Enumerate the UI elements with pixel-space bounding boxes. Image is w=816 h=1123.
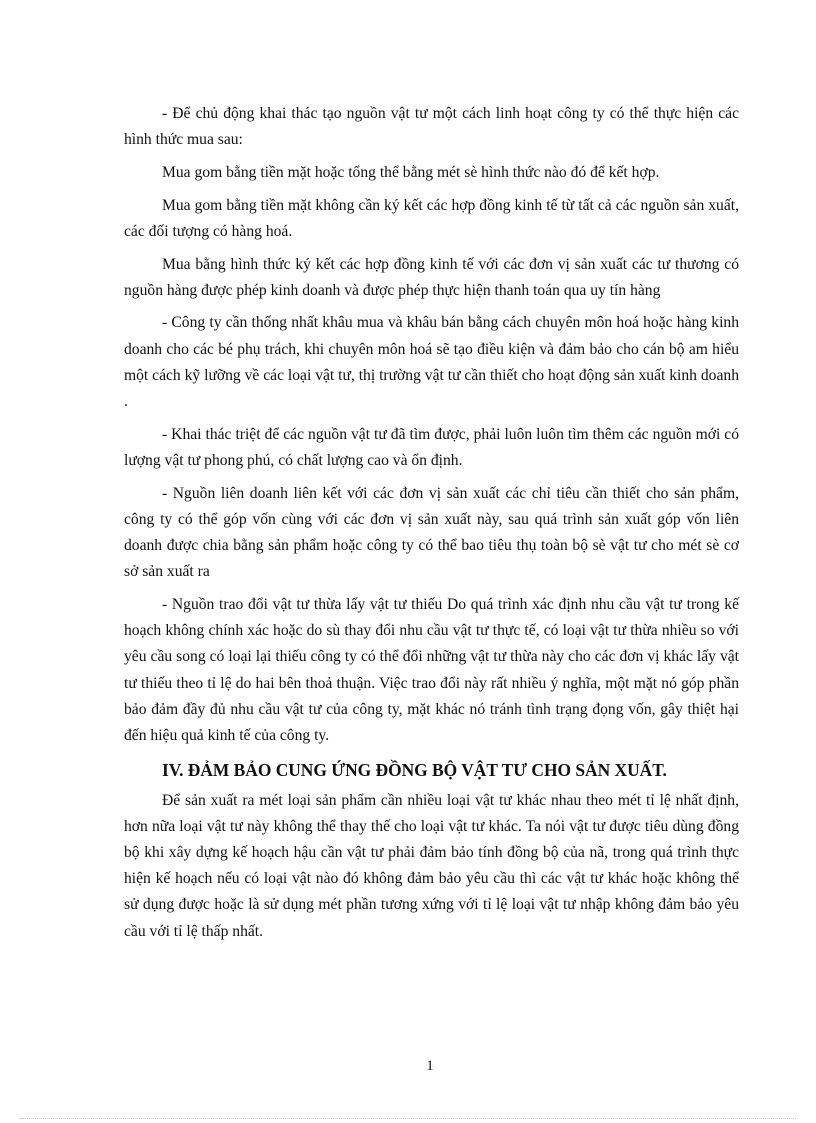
- paragraph-contract-purchase: Mua bằng hình thức ký kết các hợp đồng kinh tế với các đơn vị sản xuất các tư thương có nguồn hàng được phép kinh doanh và được phép thực hiện thanh toán qua uy tín hàng: [124, 255, 739, 299]
- paragraph-specialization: - Công ty cần thống nhất khâu mua và khâu bán bằng cách chuyên môn hoá hoặc hàng kinh doanh cho các bé phụ trách, khi chuyên môn hoá sẽ tạo điều kiện và đảm bảo cho cán bộ am hiểu một cách kỹ lưỡng về các loại vật tư, thị trường vật tư cần thiết cho hoạt động sản xuất kinh doanh .: [124, 314, 739, 411]
- document-body: [124, 101, 739, 951]
- paragraph-synchronous-supply: Để sản xuất ra mét loại sản phẩm cần nhiều loại vật tư khác nhau theo mét tỉ lệ nhất định, hơn nữa loại vật tư này không thể thay thế cho loại vật tư khác. Ta nói vật tư được tiêu dùng đồng bộ khi xây dựng kế hoạch hậu cần vật tư phải đảm bảo tính đồng bộ của nã, trong quá trình thực hiện kế hoạch nếu có loại vật nào đó không đảm bảo yêu cầu thì các vật tư khác hoặc không thể sử dụng được hoặc là sử dụng mét phần tương xứng với tỉ lệ loại vật tư nhập không đảm bảo yêu cầu với tỉ lệ thấp nhất.: [124, 791, 739, 940]
- page-bottom-divider: [20, 1118, 796, 1119]
- paragraph-bulk-purchase: Mua gom bằng tiền mặt hoặc tổng thể bằng mét sè hình thức nào đó để kết hợp.: [162, 163, 660, 181]
- paragraph-exploit-sources: - Khai thác triệt để các nguồn vật tư đã tìm được, phải luôn luôn tìm thêm các nguồn mới có lượng vật tư phong phú, có chất lượng cao và ổn định.: [124, 425, 739, 469]
- paragraph-joint-venture: - Nguồn liên doanh liên kết với các đơn vị sản xuất các chỉ tiêu cần thiết cho sản phẩm, công ty có thể góp vốn cùng với các đơn vị sản xuất này, sau quá trình sản xuất góp vốn liên doanh được chia bằng sản phẩm hoặc công ty có thể bao tiêu thụ toàn bộ sè vật tư cho mét sè cơ sở sản xuất ra: [124, 484, 739, 581]
- paragraph-exchange: - Nguồn trao đổi vật tư thừa lấy vật tư thiếu Do quá trình xác định nhu cầu vật tư trong kế hoạch không chính xác hoặc do sù thay đổi nhu cầu vật tư thực tế, có loại vật tư thừa nhiều so với yêu cầu song có loại lại thiếu công ty có thể đổi những vật tư thừa này cho các đơn vị khác lấy vật tư thiếu theo tỉ lệ do hai bên thoả thuận. Việc trao đổi này rất nhiều ý nghĩa, một mặt nó góp phần bảo đảm đầy đủ nhu cầu vật tư của công ty, mặt khác nó tránh tình trạng đọng vốn, gây thiệt hại đến hiệu quả kinh tế của công ty.: [124, 595, 739, 744]
- paragraph-cash-purchase: Mua gom bằng tiền mặt không cần ký kết các hợp đồng kinh tế từ tất cả các nguồn sản xuất, các đối tượng có hàng hoá.: [124, 196, 739, 240]
- section-heading: IV. ĐẢM BẢO CUNG ỨNG ĐỒNG BỘ VẬT TƯ CHO SẢN XUẤT.: [162, 759, 667, 780]
- paragraph-purchase-forms: - Để chủ động khai thác tạo nguồn vật tư một cách linh hoạt công ty có thể thực hiện các hình thức mua sau:: [124, 105, 739, 149]
- page-number: 1: [426, 1058, 434, 1074]
